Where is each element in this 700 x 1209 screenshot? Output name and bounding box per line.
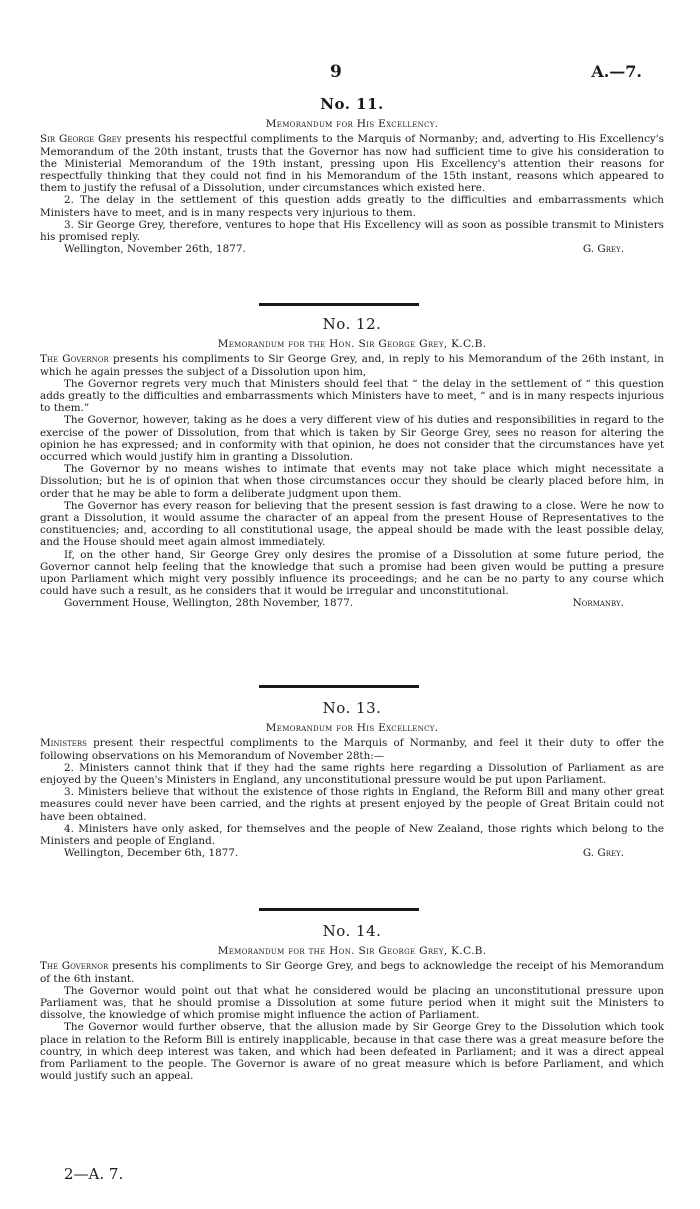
section-divider <box>259 908 419 911</box>
memo-12-para-3: The Governor, however, taking as he does a very different view of his duties and responsibilities in regard to the exercise of the power of Dissolution, from that which is taken by Sir George Grey, sees no reason for altering the opinion he has expressed; and in conformity with that opinion, he does not consider that the circumstances have yet occurred which would justify him in granting a Dissolution. <box>40 414 664 464</box>
memo-13-number: No. 13. <box>322 699 382 717</box>
memo-12-para-4: The Governor by no means wishes to intimate that events may not take place which might necessitate a Dissolution; but he is of opinion that when those circumstances occur they should be clearly placed before him, in order that he may be able to form a deliberate judgment upon them. <box>40 463 664 500</box>
memo-12-heading: Memorandum for the Hon. Sir George Grey, K.C.B. <box>217 338 487 351</box>
memo-13-signature-line <box>40 847 664 859</box>
memo-13-signature: G. Grey. <box>582 847 624 860</box>
memo-11-number: No. 11. <box>320 95 384 113</box>
section-divider <box>259 685 419 688</box>
document-reference: A.—7. <box>591 62 642 81</box>
memo-12-place-date: Government House, Wellington, 28th November, 1877. <box>64 597 354 610</box>
memo-13 <box>40 699 664 860</box>
memo-12-lead: The Governor <box>40 353 109 366</box>
memo-11-para-2: 2. The delay in the settlement of this question adds greatly to the difficulties and embarrassments which Ministers have to meet, and is in many respects very injurious to them. <box>40 194 664 219</box>
memo-14-para-2: The Governor would point out that what he considered would be placing an unconstitutional pressure upon Parliament was, that he should promise a Dissolution at some future period when it might suit the Ministers to dissolve, the knowledge of which promise might influence the action of Parliament. <box>40 984 664 1022</box>
memo-12-number: No. 12. <box>322 315 382 333</box>
memo-11-signature-line <box>40 243 664 255</box>
memo-11-para-3: 3. Sir George Grey, therefore, ventures to hope that His Excellency will as soon as possible transmit to Ministers his promised reply. <box>40 218 664 244</box>
memo-12-para-1: The Governor presents his compliments to Sir George Grey, and, in reply to his Memorandum of the 26th instant, in which he again presses the subject of a Dissolution upon him, <box>40 353 664 378</box>
memo-13-para-3: 3. Ministers believe that without the existence of those rights in England, the Reform Bill and many other great measures could never have been carried, and the rights at present enjoyed by the people of Great Britain could not have been obtained. <box>40 786 664 823</box>
memo-11-signature: G. Grey. <box>582 243 624 256</box>
memo-14-lead: The Governor <box>40 960 109 973</box>
memo-12-signature-line <box>40 597 664 609</box>
memo-14-para-1: The Governor presents his compliments to Sir George Grey, and begs to acknowledge the receipt of his Memorandum of the 6th instant. <box>40 960 664 985</box>
memo-14-number: No. 14. <box>322 922 382 940</box>
memo-11-para-1: Sir George Grey presents his respectful compliments to the Marquis of Normanby; and, adverting to His Excellency's Memorandum of the 20th instant, trusts that the Governor has now had sufficient time to give his consideration to the Ministerial Memorandum of the 19th instant, pressing upon His Excellency's attention their reasons for respectfully thinking that they could not find in his Memorandum of the 15th instant, reasons which appeared to them to justify the refusal of a Dissolution, under circumstances which existed here. <box>40 133 664 195</box>
memo-11-place-date: Wellington, November 26th, 1877. <box>64 243 246 256</box>
page-header <box>0 62 700 84</box>
memo-13-lead: Ministers <box>40 737 87 750</box>
memo-13-para-2: 2. Ministers cannot think that if they had the same rights here regarding a Dissolution of Parliament as are enjoyed by the Queen's Ministers in England, any unconstitutional pressure would be put upon Parliament. <box>40 761 664 787</box>
memo-13-heading: Memorandum for His Excellency. <box>265 722 439 735</box>
memo-11-lead: Sir George Grey <box>40 133 122 146</box>
memo-12 <box>40 315 664 610</box>
memo-12-para-2: The Governor regrets very much that Ministers should feel that “ the delay in the settlement of “ this question adds greatly to the difficulties and embarrassments which Ministers have to meet, “ and is in many respects injurious to them.” <box>40 377 664 415</box>
memo-12-para-6: If, on the other hand, Sir George Grey only desires the promise of a Dissolution at some future period, the Governor cannot help feeling that the knowledge that such a promise had been given would be putting a presure upon Parliament which might very possibly influence its proceedings; and he can be no party to any course which could have such a result, as he considers that it would be irregular and unconstitutional. <box>40 548 664 598</box>
memo-11-heading: Memorandum for His Excellency. <box>265 118 439 131</box>
memo-12-para-5: The Governor has every reason for believing that the present session is fast drawing to a close. Were he now to grant a Dissolution, it would assume the character of an appeal from the present House of Representatives to the constituencies; and, according to all constitutional usage, the appeal should be made with the least possible delay, and the House should meet again almost immediately. <box>40 499 664 549</box>
section-divider <box>259 303 419 306</box>
memo-11 <box>40 95 664 256</box>
memo-12-signature: Normanby. <box>572 597 624 610</box>
page-number: 9 <box>330 62 342 82</box>
memo-13-para-4: 4. Ministers have only asked, for themselves and the people of New Zealand, those rights which belong to the Ministers and people of England. <box>40 822 664 848</box>
memo-14-para-3: The Governor would further observe, that the allusion made by Sir George Grey to the Dissolution which took place in relation to the Reform Bill is entirely inapplicable, because in that case there was a great measure before the country, in which deep interest was taken, and which had been defeated in Parliament; and it was a direct appeal from Parliament to the people. The Governor is aware of no great measure which is before Parliament, and which would justify such an appeal. <box>40 1021 664 1083</box>
signature-mark: 2—A. 7. <box>64 1165 124 1183</box>
memo-13-para-1: Ministers present their respectful compliments to the Marquis of Normanby, and feel it their duty to offer the following observations on his Memorandum of November 28th:— <box>40 737 664 762</box>
memo-13-place-date: Wellington, December 6th, 1877. <box>64 847 239 860</box>
memo-14-heading: Memorandum for the Hon. Sir George Grey, K.C.B. <box>217 945 487 958</box>
memo-14 <box>40 922 664 1083</box>
